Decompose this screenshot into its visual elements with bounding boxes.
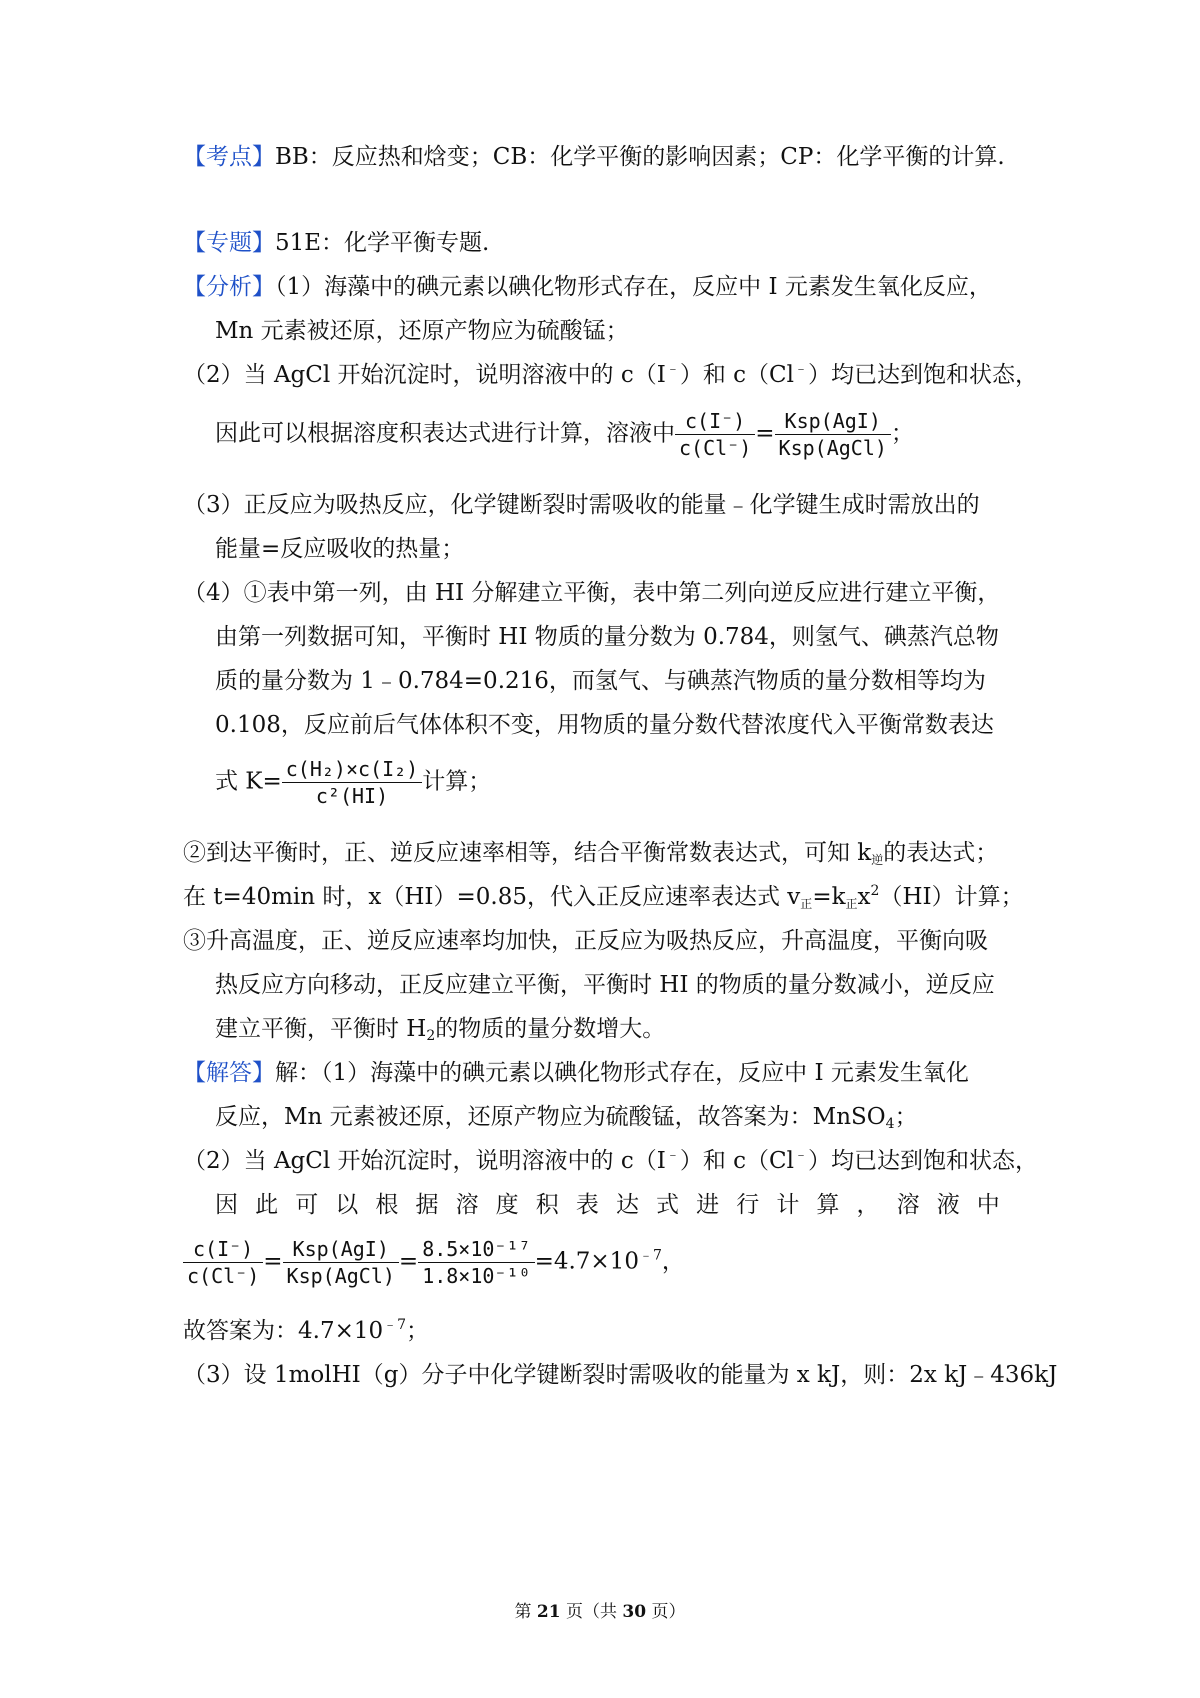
equals-sign: =	[755, 420, 775, 447]
equals-sign: =	[263, 1248, 283, 1275]
zhuanti-line	[183, 226, 1030, 260]
spread-char: ，	[856, 1192, 880, 1218]
spread-char: 计	[776, 1192, 800, 1218]
spread-char: 进	[696, 1192, 720, 1218]
fenxi-line-8	[215, 620, 1030, 654]
jieda-line-6	[183, 1314, 1030, 1348]
fraction-ksp	[283, 1236, 399, 1289]
spread-char: 算	[816, 1192, 840, 1218]
fenxi-p7-c-pre: 建立平衡，平衡时 H	[215, 1016, 427, 1042]
spread-char: 达	[615, 1192, 639, 1218]
spread-char: 据	[415, 1192, 439, 1218]
answer-end: ；	[406, 1318, 430, 1344]
fenxi-p1-b: Mn 元素被还原，还原产物应为硫酸锰；	[215, 318, 629, 344]
spread-char: 式	[656, 1192, 680, 1218]
fenxi-p1-a: （1）海藻中的碘元素以碘化物形式存在，反应中 I 元素发生氧化反应，	[275, 274, 992, 300]
fenxi-p3-a: （3）正反应为吸热反应，化学键断裂时需吸收的能量﹣化学键生成时需放出的	[183, 492, 980, 518]
spread-char: 行	[736, 1192, 760, 1218]
fenxi-line-6	[215, 532, 1030, 566]
fenxi-p2-end: ）均已达到饱和状态，	[807, 362, 1038, 388]
jieda-line-4	[215, 1188, 1000, 1222]
answer-exponent: ﹣7	[383, 1317, 407, 1333]
jieda-line-7	[183, 1358, 1058, 1392]
fenxi-line-14	[183, 924, 1030, 958]
fenxi-p7-c-end: 的物质的量分数增大。	[435, 1016, 666, 1042]
fenxi-line-7	[183, 576, 1030, 610]
jieda-line-5	[183, 1236, 1030, 1296]
jieda-line-1	[183, 1056, 1030, 1090]
fenxi-p5-end: 的表达式；	[883, 840, 999, 866]
fenxi-p2-b-pre: 因此可以根据溶度积表达式进行计算，溶液中	[215, 420, 675, 447]
jieda-p2-mid: ）和 c（Cl	[679, 1148, 794, 1174]
fenxi-line-12	[183, 836, 1030, 870]
footer-pre: 第	[514, 1602, 537, 1622]
fenxi-p2-a: （2）当 AgCl 开始沉淀时，说明溶液中的 c（I	[183, 362, 666, 388]
fraction-ci-ccl	[675, 408, 755, 461]
spread-char: 以	[335, 1192, 359, 1218]
spread-char: 此	[255, 1192, 279, 1218]
fenxi-line-15	[215, 968, 1030, 1002]
fenxi-p6-end: （HI）计算；	[879, 884, 1024, 910]
fenxi-line-9	[215, 664, 1030, 698]
jieda-line-2	[215, 1100, 1030, 1134]
jieda-p1-b-pre: 反应，Mn 元素被还原，还原产物应为硫酸锰，故答案为：MnSO	[215, 1104, 886, 1130]
fraction-numerator: Ksp(AgI)	[283, 1236, 399, 1263]
fenxi-p7-b: 热反应方向移动，正反应建立平衡，平衡时 HI 的物质的量分数减小，逆反应	[215, 972, 995, 998]
fenxi-p4-e-end: 计算；	[422, 768, 492, 795]
fraction-denominator: 1.8×10⁻¹⁰	[422, 1264, 531, 1288]
fenxi-p4-c: 质的量分数为 1﹣0.784=0.216，而氢气、与碘蒸汽物质的量分数相等均为	[215, 668, 986, 694]
fraction-ci-ccl	[183, 1236, 263, 1289]
jieda-p3: （3）设 1molHI（g）分子中化学键断裂时需吸收的能量为 x kJ，则：2x kJ﹣436kJ	[183, 1362, 1058, 1388]
fraction-denominator: c²(HI)	[315, 784, 389, 808]
fraction-numerator: c(I⁻)	[675, 408, 755, 435]
fenxi-p2-mid: ）和 c（Cl	[679, 362, 794, 388]
fenxi-p6-sup: 2	[870, 883, 880, 899]
fraction-ksp	[775, 408, 891, 461]
fenxi-p6-sub2: 正	[845, 897, 858, 911]
fenxi-line-1	[183, 270, 1030, 304]
equals-sign: =	[398, 1248, 419, 1275]
zhuanti-tag: 【专题】	[183, 230, 275, 256]
kaodian-line	[183, 140, 1030, 174]
fenxi-p7-a: ③升高温度，正、逆反应速率均加快，正反应为吸热反应，升高温度，平衡向吸	[183, 928, 988, 954]
fenxi-line-16	[215, 1012, 1030, 1046]
fenxi-line-13	[183, 880, 1030, 914]
spread-char: 可	[295, 1192, 319, 1218]
fenxi-tag: 【分析】	[183, 274, 275, 300]
footer-end: 页）	[646, 1602, 686, 1622]
spread-char: 溶	[455, 1192, 479, 1218]
fenxi-p5: ②到达平衡时，正、逆反应速率相等，结合平衡常数表达式，可知 k	[183, 840, 872, 866]
fraction-denominator: c(Cl⁻)	[679, 436, 752, 460]
result-end: ，	[661, 1248, 685, 1275]
footer-total-pages: 30	[622, 1602, 647, 1622]
fenxi-p2-sup1: ﹣	[665, 361, 680, 377]
zhuanti-text: 51E：化学平衡专题.	[275, 230, 490, 256]
fenxi-line-4	[215, 408, 1030, 468]
spread-char: 积	[535, 1192, 559, 1218]
fraction-numerator: 8.5×10⁻¹⁷	[418, 1236, 534, 1263]
jieda-p2-sup1: ﹣	[665, 1147, 680, 1163]
jieda-p2-sup2: ﹣	[793, 1147, 808, 1163]
jieda-line-3	[183, 1144, 1038, 1178]
jieda-p1-b-sub: 4	[885, 1116, 895, 1132]
spread-char: 度	[495, 1192, 519, 1218]
fenxi-p6-a: 在 t=40min 时，x（HI）=0.85，代入正反应速率表达式 v	[183, 884, 801, 910]
spread-char: 因	[215, 1192, 238, 1218]
fenxi-line-2	[215, 314, 1030, 348]
fraction-numerator: c(H₂)×c(I₂)	[282, 756, 422, 783]
fenxi-line-3	[183, 358, 1038, 392]
fraction-numerator: c(I⁻)	[183, 1236, 263, 1263]
fraction-equilibrium-constant	[282, 756, 422, 809]
fraction-denominator: Ksp(AgCl)	[778, 436, 887, 460]
result-exponent: ﹣7	[638, 1247, 662, 1264]
fenxi-p5-sub: 逆	[871, 853, 884, 867]
fenxi-p4-a: （4）①表中第一列，由 HI 分解建立平衡，表中第二列向逆反应进行建立平衡，	[183, 580, 1001, 606]
fenxi-line-11	[215, 756, 1030, 816]
jieda-p1-a: 解：（1）海藻中的碘元素以碘化物形式存在，反应中 I 元素发生氧化	[275, 1060, 969, 1086]
fraction-denominator: c(Cl⁻)	[187, 1264, 260, 1288]
fenxi-p6-sub1: 正	[800, 897, 813, 911]
fenxi-p7-c-sub: 2	[426, 1028, 436, 1044]
fenxi-p4-b: 由第一列数据可知，平衡时 HI 物质的量分数为 0.784，则氢气、碘蒸汽总物	[215, 624, 999, 650]
fenxi-p4-d: 0.108，反应前后气体体积不变，用物质的量分数代替浓度代入平衡常数表达	[215, 712, 994, 738]
jieda-p2-end: ）均已达到饱和状态，	[807, 1148, 1038, 1174]
fenxi-p2-sup2: ﹣	[793, 361, 808, 377]
fenxi-p4-e-pre: 式 K=	[215, 768, 282, 795]
fraction-denominator: Ksp(AgCl)	[286, 1264, 395, 1288]
page-footer	[0, 1600, 1200, 1624]
footer-page-number: 21	[536, 1602, 561, 1622]
fraction-numerator: Ksp(AgI)	[775, 408, 891, 435]
fenxi-line-5	[183, 488, 1030, 522]
spread-char: 中	[976, 1192, 1000, 1218]
spread-char: 溶	[896, 1192, 920, 1218]
jieda-p1-b-end: ；	[894, 1104, 918, 1130]
footer-mid: 页（共	[560, 1602, 623, 1622]
spread-char: 根	[375, 1192, 399, 1218]
kaodian-tag: 【考点】	[183, 144, 275, 170]
jieda-tag: 【解答】	[183, 1060, 275, 1086]
fraction-values	[418, 1236, 534, 1289]
fenxi-p3-b: 能量=反应吸收的热量；	[215, 536, 465, 562]
spread-char: 液	[936, 1192, 960, 1218]
jieda-p2-a: （2）当 AgCl 开始沉淀时，说明溶液中的 c（I	[183, 1148, 666, 1174]
result-pre: =4.7×10	[534, 1248, 639, 1275]
fenxi-line-10	[215, 708, 1030, 742]
fenxi-p6-x: x	[857, 884, 871, 910]
fenxi-p2-b-end: ；	[890, 420, 914, 447]
kaodian-text: BB：反应热和焓变；CB：化学平衡的影响因素；CP：化学平衡的计算.	[275, 144, 1005, 170]
spread-char: 表	[575, 1192, 599, 1218]
fenxi-p6-mid: =k	[812, 884, 846, 910]
answer-pre: 故答案为：4.7×10	[183, 1318, 384, 1344]
